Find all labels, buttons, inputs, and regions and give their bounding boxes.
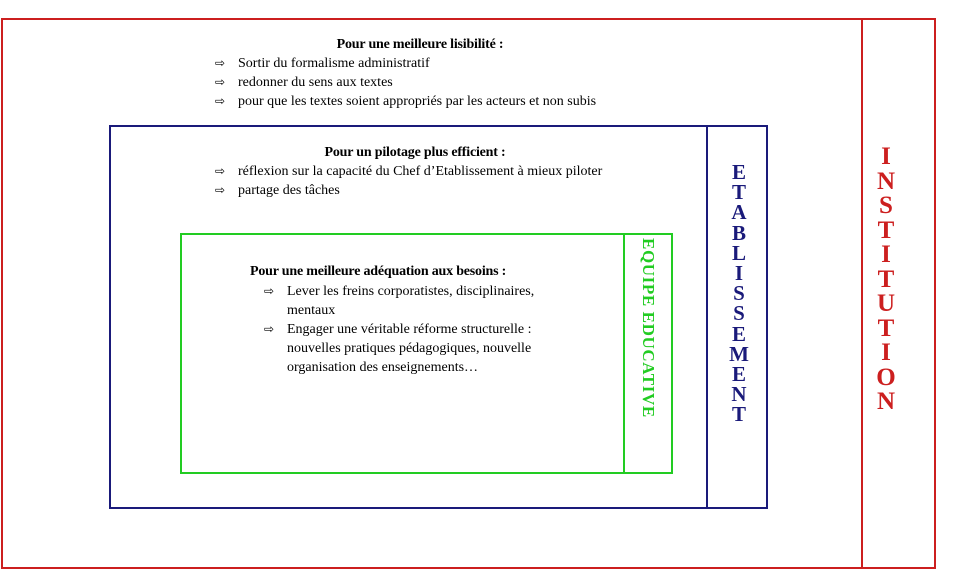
etablissement-section: [215, 143, 635, 200]
label-letter: T: [731, 180, 746, 205]
list-item: ⇨ Lever les freins corporatistes, disciplinaires, mentaux: [264, 284, 535, 318]
etablissement-label: [710, 162, 768, 425]
etablissement-title: Pour un pilotage plus efficient :: [324, 145, 506, 160]
list-item: ⇨ pour que les textes soient appropriés par les acteurs et non subis: [215, 94, 597, 109]
label-letter: I: [881, 143, 891, 170]
label-letter: E: [731, 321, 746, 346]
label-letter: A: [731, 200, 747, 225]
label-letter: S: [879, 192, 893, 219]
right-arrow-icon: ⇨: [264, 284, 275, 298]
list-item: ⇨ redonner du sens aux textes: [215, 75, 393, 90]
etablissement-divider: [706, 125, 708, 509]
right-arrow-icon: ⇨: [215, 75, 226, 89]
institution-title: Pour une meilleure lisibilité :: [336, 37, 504, 52]
label-letter: S: [733, 301, 745, 326]
label-letter: L: [731, 240, 746, 265]
equipe-list: [264, 282, 580, 377]
label-letter: U: [876, 290, 896, 317]
list-item: ⇨ réflexion sur la capacité du Chef d’Etablissement à mieux piloter: [215, 164, 603, 179]
right-arrow-icon: ⇨: [264, 322, 275, 336]
label-letter: M: [729, 341, 749, 366]
label-letter: I: [881, 241, 891, 268]
label-letter: O: [876, 363, 896, 391]
etablissement-list: [215, 162, 635, 200]
label-letter: S: [733, 281, 745, 306]
label-letter: T: [877, 265, 895, 293]
institution-label: [863, 145, 909, 415]
label-letter: T: [877, 314, 895, 342]
list-item: ⇨ partage des tâches: [215, 183, 340, 198]
label-letter: T: [731, 402, 746, 427]
label-letter: N: [876, 167, 896, 195]
label-letter: I: [734, 261, 744, 286]
equipe-educative-label: EQUIPE EDUCATIVE: [639, 238, 658, 418]
right-arrow-icon: ⇨: [215, 94, 226, 108]
right-arrow-icon: ⇨: [215, 183, 226, 197]
right-arrow-icon: ⇨: [215, 164, 226, 178]
label-letter: T: [877, 216, 895, 244]
label-letter: N: [731, 382, 747, 407]
institution-list: [215, 54, 685, 111]
label-letter: E: [731, 160, 746, 184]
equipe-section: [250, 262, 580, 377]
label-letter: N: [876, 388, 896, 415]
institution-section: [215, 35, 685, 111]
label-letter: E: [731, 362, 746, 387]
label-letter: B: [731, 220, 746, 245]
list-item: ⇨ Sortir du formalisme administratif: [215, 56, 430, 71]
equipe-title: Pour une meilleure adéquation aux besoins :: [250, 264, 507, 279]
list-item: ⇨ Engager une véritable réforme structurelle : nouvelles pratiques pédagogiques, nouvelle organisation des enseignements…: [264, 322, 532, 375]
right-arrow-icon: ⇨: [215, 56, 226, 70]
label-letter: I: [881, 339, 891, 366]
